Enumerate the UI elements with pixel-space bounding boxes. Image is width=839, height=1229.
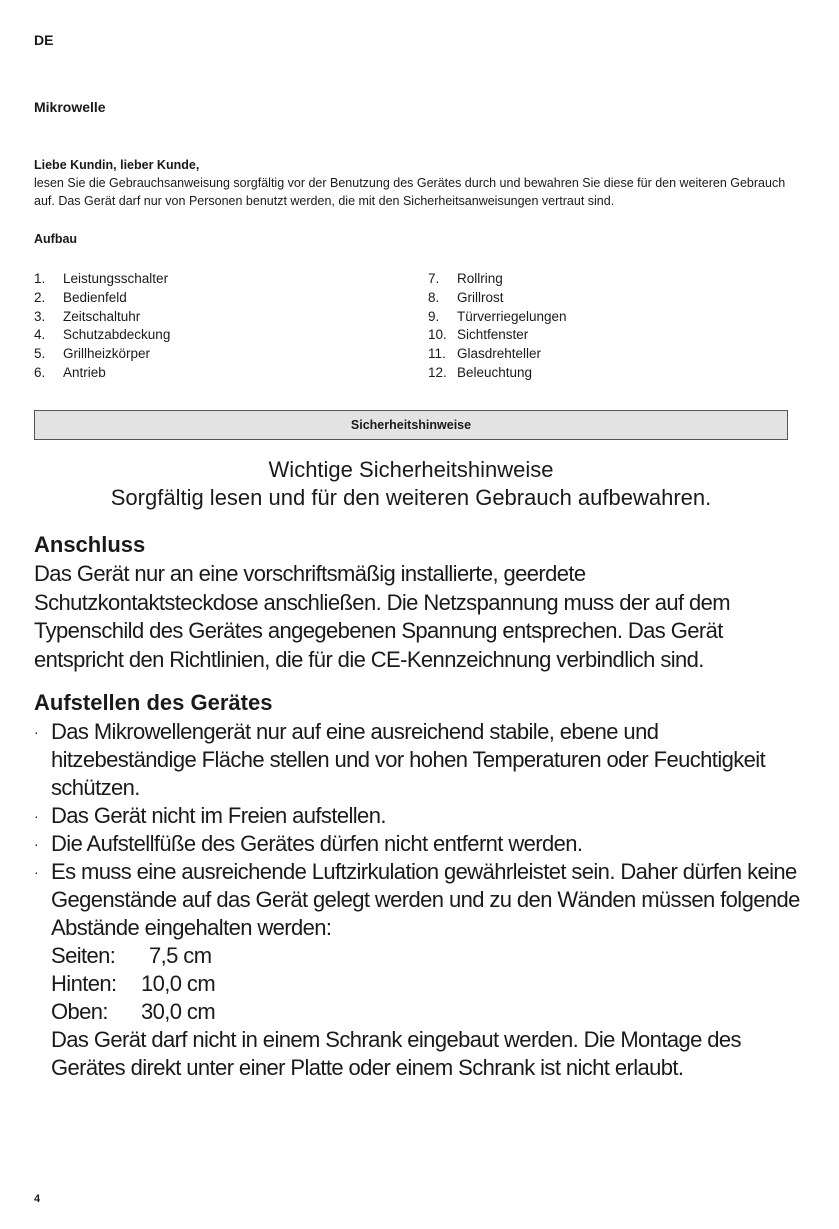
list-item xyxy=(34,270,414,289)
page-number: 4 xyxy=(34,1193,41,1205)
bullet-item xyxy=(34,858,804,1082)
bullet-dot-icon: · xyxy=(34,836,39,852)
item-number: 4. xyxy=(34,327,46,343)
item-number: 2. xyxy=(34,289,46,305)
item-label: Beleuchtung xyxy=(457,364,533,380)
list-item xyxy=(34,345,414,364)
aufstellen-bullets xyxy=(34,718,804,1082)
list-item xyxy=(428,289,808,308)
list-item xyxy=(34,289,414,308)
closing-text: Das Gerät darf nicht in einem Schrank eingebaut werden. Die Montage des Gerätes direkt unter einer Platte oder einem Schrank ist nicht erlaubt. xyxy=(51,1027,741,1080)
list-item xyxy=(34,364,414,383)
item-number: 5. xyxy=(34,346,46,362)
important-title: Wichtige Sicherheitshinweise xyxy=(268,457,554,482)
anschluss-text: Das Gerät nur an eine vorschriftsmäßig installierte, geerdete Schutzkontaktsteckdose anschließen. Die Netzspannung muss der auf dem Typenschild des Gerätes angegebenen Spannung entsprechen. Das Gerät entspricht den Richtlinien, die für die CE-Kennzeichnung verbindlich sind. xyxy=(34,561,730,672)
document-title: Mikrowelle xyxy=(34,99,106,115)
important-subtitle: Sorgfältig lesen und für den weiteren Gebrauch aufbewahren. xyxy=(110,485,712,510)
item-number: 8. xyxy=(428,289,440,305)
item-number: 3. xyxy=(34,308,46,324)
item-label: Antrieb xyxy=(63,364,106,380)
bullet-text: Das Mikrowellengerät nur auf eine ausreichend stabile, ebene und hitzebeständige Fläche stellen und vor hohen Temperaturen oder Feuchtigkeit schützen. xyxy=(51,719,766,800)
distance-row xyxy=(51,998,804,1026)
distance-label: Hinten: xyxy=(51,971,117,996)
list-item xyxy=(34,326,414,345)
safety-banner: Sicherheitshinweise xyxy=(34,410,788,440)
important-notice xyxy=(34,456,788,512)
item-label: Bedienfeld xyxy=(63,289,127,305)
list-item xyxy=(428,326,808,345)
bullet-item xyxy=(34,830,804,858)
distance-value: 30,0 cm xyxy=(141,999,216,1024)
item-number: 7. xyxy=(428,271,440,286)
intro-section xyxy=(34,156,804,210)
intro-greeting: Liebe Kundin, lieber Kunde, xyxy=(34,158,200,172)
item-label: Sichtfenster xyxy=(457,327,529,343)
list-item xyxy=(428,270,808,289)
distance-value: 7,5 cm xyxy=(149,943,212,968)
item-number: 9. xyxy=(428,308,440,324)
bullet-dot-icon: · xyxy=(34,724,39,740)
item-number: 1. xyxy=(34,271,46,286)
distance-row xyxy=(51,942,804,970)
parts-list-right xyxy=(428,270,808,383)
bullet-text: Die Aufstellfüße des Gerätes dürfen nicht entfernt werden. xyxy=(51,831,583,856)
list-item xyxy=(428,308,808,327)
item-label: Schutzabdeckung xyxy=(63,327,171,343)
bullet-dot-icon: · xyxy=(34,864,39,880)
distance-label: Oben: xyxy=(51,999,108,1024)
item-number: 6. xyxy=(34,364,46,380)
item-number: 11. xyxy=(428,346,446,362)
bullet-item xyxy=(34,718,804,802)
bullet-text: Das Gerät nicht im Freien aufstellen. xyxy=(51,803,386,828)
bullet-text: Es muss eine ausreichende Luftzirkulation gewährleistet sein. Daher dürfen keine Gegenstände auf das Gerät gelegt werden und zu den Wänden müssen folgende Abstände eingehalten werden: xyxy=(51,859,800,940)
distance-value: 10,0 cm xyxy=(141,971,216,996)
item-label: Glasdrehteller xyxy=(457,346,542,362)
aufstellen-heading: Aufstellen des Gerätes xyxy=(34,690,273,715)
aufbau-heading: Aufbau xyxy=(34,232,78,246)
bullet-item xyxy=(34,802,804,830)
item-number: 12. xyxy=(428,364,447,380)
item-label: Grillheizkörper xyxy=(63,346,151,362)
parts-list-left xyxy=(34,270,414,383)
list-item xyxy=(34,308,414,327)
item-label: Zeitschaltuhr xyxy=(63,308,141,324)
intro-text: lesen Sie die Gebrauchsanweisung sorgfältig vor der Benutzung des Gerätes durch und bewahren Sie diese für den weiteren Gebrauch auf. Das Gerät darf nur von Personen benutzt werden, die mit den Sicherheitsanweisungen vertraut sind. xyxy=(34,176,786,208)
list-item xyxy=(428,364,808,383)
item-label: Leistungsschalter xyxy=(63,271,169,286)
item-label: Grillrost xyxy=(457,289,504,305)
bullet-dot-icon: · xyxy=(34,808,39,824)
language-code: DE xyxy=(34,32,54,48)
item-label: Türverriegelungen xyxy=(457,308,567,324)
distance-label: Seiten: xyxy=(51,943,116,968)
item-number: 10. xyxy=(428,327,447,343)
distance-row xyxy=(51,970,804,998)
list-item xyxy=(428,345,808,364)
item-label: Rollring xyxy=(457,271,503,286)
anschluss-heading: Anschluss xyxy=(34,532,146,557)
